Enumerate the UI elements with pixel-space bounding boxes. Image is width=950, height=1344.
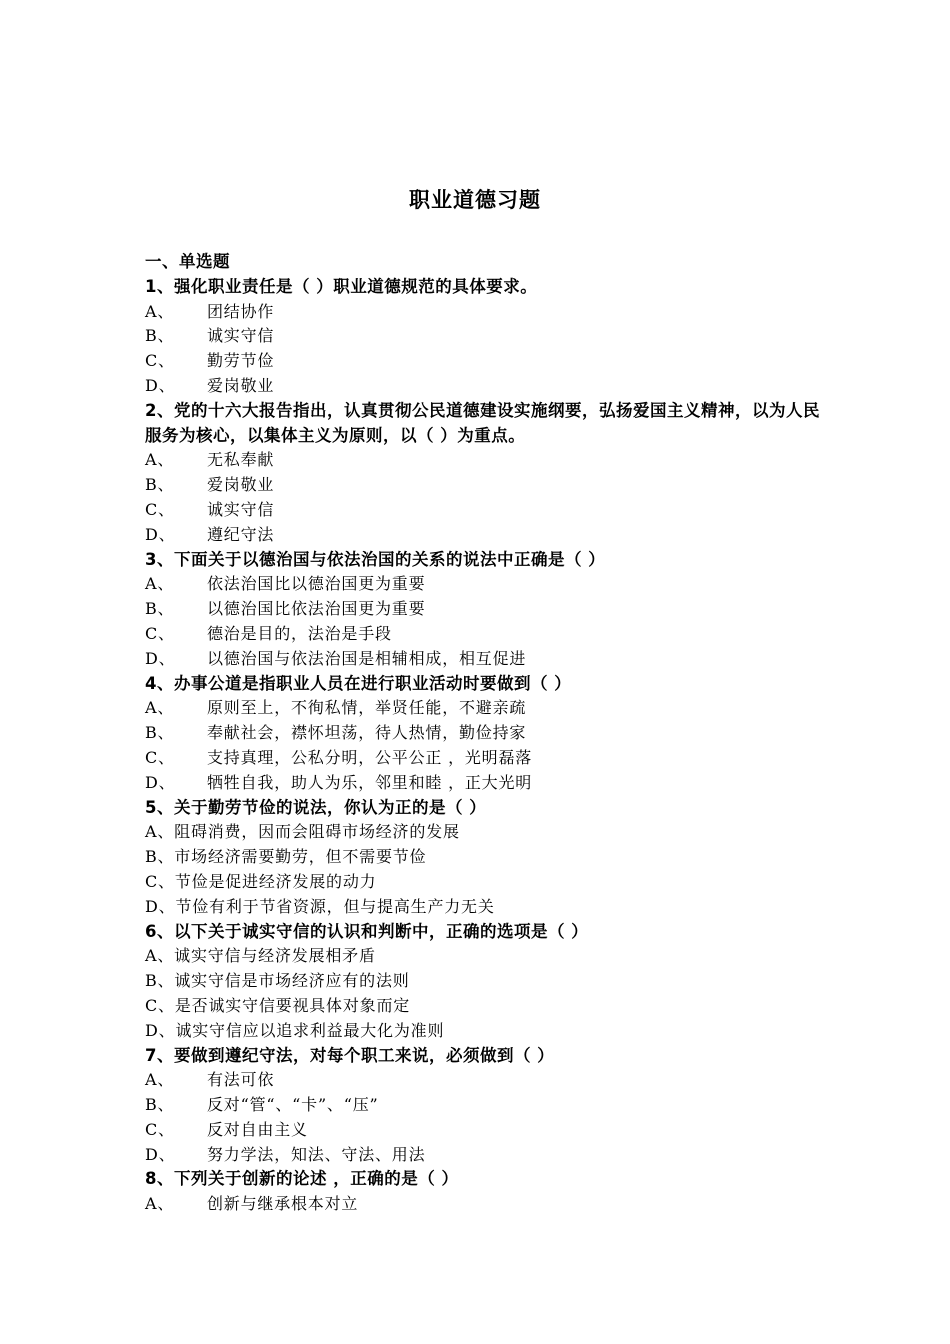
option-letter: B、 — [145, 326, 175, 346]
option-1-a — [145, 300, 835, 325]
question-7: 7、要做到遵纪守法，对每个职工来说，必须做到（ ） — [145, 1045, 555, 1065]
option-text: 奉献社会，襟怀坦荡，待人热情，勤俭持家 — [207, 723, 527, 743]
option-letter: B、 — [145, 847, 175, 867]
option-letter: A、 — [145, 822, 175, 842]
option-5-c — [145, 870, 835, 895]
section-heading: 一、单选题 — [145, 252, 230, 271]
option-letter: C、 — [145, 351, 175, 371]
option-letter: B、 — [145, 1095, 175, 1115]
option-6-d — [145, 1019, 835, 1044]
option-text: 反对自由主义 — [207, 1119, 308, 1139]
option-letter: C、 — [145, 871, 175, 891]
option-text: 爱岗敬业 — [207, 375, 275, 395]
option-3-c — [145, 622, 835, 647]
option-text: 无私奉献 — [207, 450, 275, 470]
option-text: 德治是目的，法治是手段 — [207, 623, 392, 643]
option-2-d — [145, 523, 835, 548]
option-text: 诚实守信与经济发展相矛盾 — [174, 946, 376, 966]
option-text: 支持真理，公私分明，公平公正 ，光明磊落 — [207, 747, 533, 767]
option-4-c — [145, 746, 835, 771]
page-title: 职业道德习题 — [409, 188, 541, 212]
option-text: 遵纪守法 — [207, 524, 275, 544]
option-letter: B、 — [145, 475, 175, 495]
option-1-b — [145, 324, 835, 349]
option-letter: A、 — [145, 1194, 175, 1214]
question-4: 4、办事公道是指职业人员在进行职业活动时要做到（ ） — [145, 673, 572, 693]
option-text: 诚实守信应以追求利益最大化为准则 — [175, 1020, 445, 1040]
option-letter: D、 — [145, 524, 176, 544]
option-letter: D、 — [145, 1144, 176, 1164]
option-text: 反对“管“、“卡”、“压” — [207, 1095, 379, 1115]
option-text: 市场经济需要勤劳，但不需要节俭 — [174, 847, 427, 867]
question-5: 5、关于勤劳节俭的说法，你认为正的是（ ） — [145, 797, 487, 817]
option-letter: A、 — [145, 301, 175, 321]
option-2-c — [145, 498, 835, 523]
option-text: 原则至上，不徇私情，举贤任能，不避亲疏 — [207, 698, 527, 718]
option-text: 依法治国比以德治国更为重要 — [207, 574, 426, 594]
question-8: 8、下列关于创新的论述 ，正确的是（ ） — [145, 1169, 459, 1189]
option-letter: D、 — [145, 772, 176, 792]
option-text: 阻碍消费，因而会阻碍市场经济的发展 — [174, 822, 460, 842]
option-letter: C、 — [145, 499, 175, 519]
option-text: 诚实守信 — [207, 499, 275, 519]
option-8-a — [145, 1192, 835, 1217]
option-7-d — [145, 1143, 835, 1168]
option-2-a — [145, 448, 835, 473]
option-text: 以德治国与依法治国是相辅相成，相互促进 — [207, 648, 527, 668]
option-5-d — [145, 895, 835, 920]
option-text: 勤劳节俭 — [207, 351, 275, 371]
option-3-b — [145, 597, 835, 622]
option-letter: B、 — [145, 599, 175, 619]
option-5-a — [145, 820, 835, 845]
option-7-c — [145, 1118, 835, 1143]
option-1-c — [145, 349, 835, 374]
option-text: 爱岗敬业 — [207, 475, 275, 495]
option-letter: C、 — [145, 623, 175, 643]
option-1-d — [145, 374, 835, 399]
option-letter: A、 — [145, 1070, 175, 1090]
option-letter: A、 — [145, 450, 175, 470]
question-2: 2、党的十六大报告指出，认真贯彻公民道德建设实施纲要，弘扬爱国主义精神，以为人民服务为核心，以集体主义为原则，以（ ）为重点。 — [145, 400, 820, 445]
option-text: 牺牲自我，助人为乐，邻里和睦 ，正大光明 — [207, 772, 533, 792]
option-4-b — [145, 721, 835, 746]
option-letter: D、 — [145, 375, 176, 395]
option-text: 努力学法，知法、守法、用法 — [207, 1144, 426, 1164]
option-text: 以德治国比依法治国更为重要 — [207, 599, 426, 619]
option-text: 诚实守信是市场经济应有的法则 — [174, 971, 410, 991]
option-text: 节俭是促进经济发展的动力 — [174, 871, 377, 891]
option-6-b — [145, 969, 835, 994]
option-2-b — [145, 473, 835, 498]
option-7-a — [145, 1068, 835, 1093]
option-text: 团结协作 — [207, 301, 275, 321]
option-letter: A、 — [145, 574, 175, 594]
option-6-a — [145, 944, 835, 969]
option-letter: C、 — [145, 747, 175, 767]
option-text: 有法可依 — [207, 1070, 275, 1090]
option-letter: D、 — [145, 648, 176, 668]
option-text: 创新与继承根本对立 — [207, 1194, 359, 1214]
option-letter: C、 — [145, 995, 175, 1015]
option-letter: D、 — [145, 1020, 176, 1040]
option-4-d — [145, 771, 835, 796]
option-7-b — [145, 1093, 835, 1118]
option-letter: A、 — [145, 946, 175, 966]
option-3-a — [145, 572, 835, 597]
option-4-a — [145, 696, 835, 721]
question-6: 6、以下关于诚实守信的认识和判断中，正确的选项是（ ） — [145, 921, 589, 941]
option-letter: B、 — [145, 723, 175, 743]
question-3: 3、下面关于以德治国与依法治国的关系的说法中正确是（ ） — [145, 549, 606, 569]
option-letter: A、 — [145, 698, 175, 718]
option-text: 节俭有利于节省资源，但与提高生产力无关 — [175, 896, 495, 916]
option-letter: B、 — [145, 971, 175, 991]
option-6-c — [145, 994, 835, 1019]
option-text: 是否诚实守信要视具体对象而定 — [174, 995, 411, 1015]
option-3-d — [145, 647, 835, 672]
option-letter: D、 — [145, 896, 176, 916]
exercise-content — [145, 250, 835, 1217]
option-letter: C、 — [145, 1119, 175, 1139]
option-text: 诚实守信 — [207, 326, 275, 346]
question-1: 1、强化职业责任是（ ）职业道德规范的具体要求。 — [145, 276, 538, 296]
option-5-b — [145, 845, 835, 870]
